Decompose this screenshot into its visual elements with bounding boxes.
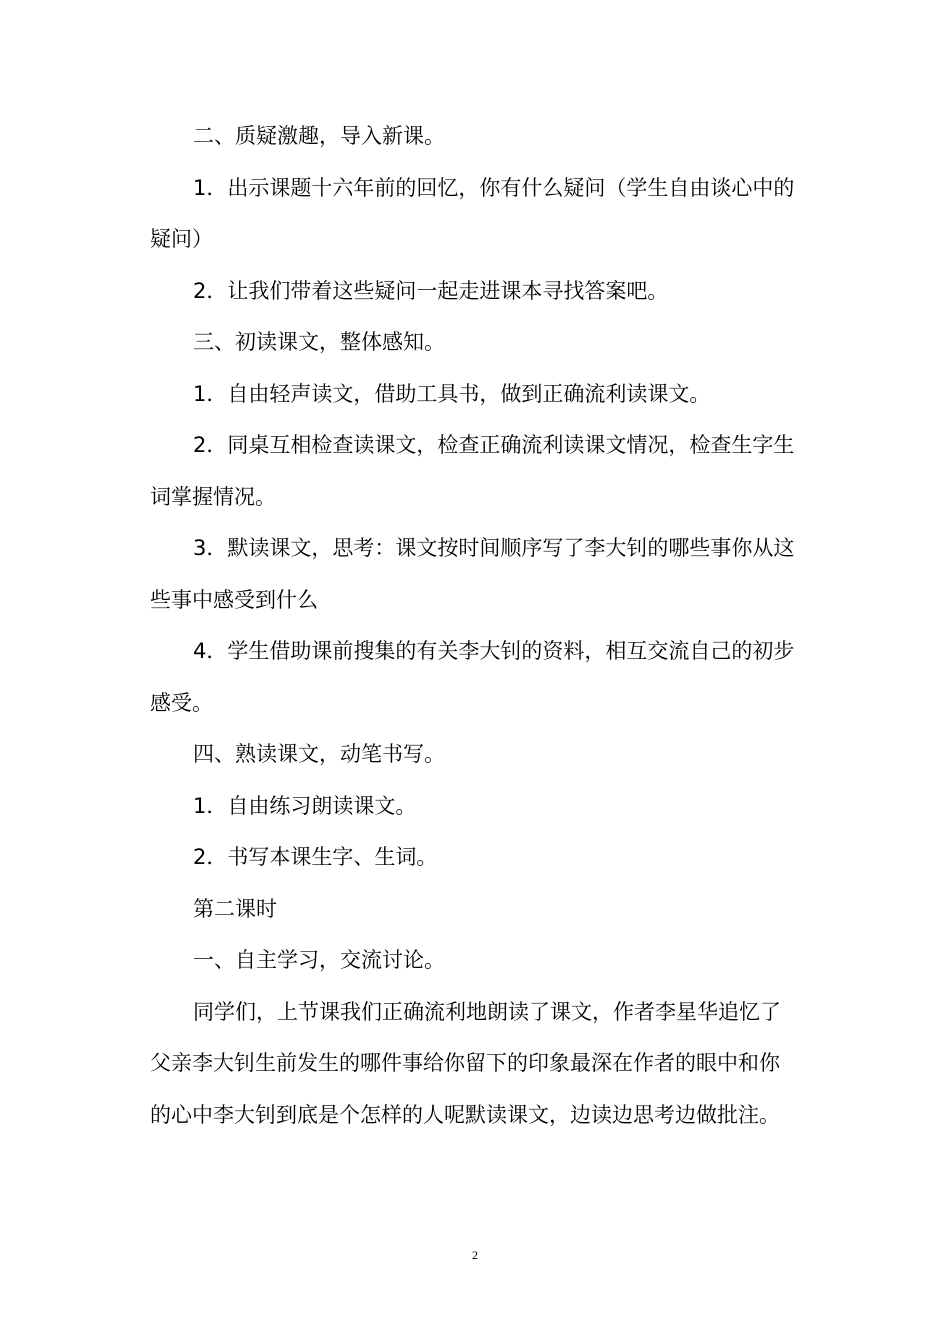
section-heading-2: 二、质疑激趣，导入新课。 <box>193 124 445 148</box>
paragraph-step-1: 1．自由轻声读文，借助工具书，做到正确流利读课文。 <box>193 381 711 406</box>
section-heading-1: 一、自主学习，交流讨论。 <box>193 948 445 972</box>
paragraph-step-1: 1．自由练习朗读课文。 <box>193 793 417 818</box>
document-body <box>150 111 800 1141</box>
paragraph-step-2: 2．让我们带着这些疑问一起走进课本寻找答案吧。 <box>193 278 669 303</box>
page-number: 2 <box>472 1248 478 1262</box>
paragraph-step-4: 4．学生借助课前搜集的有关李大钊的资料，相互交流自己的初步感受。 <box>150 639 795 715</box>
body-paragraph: 同学们，上节课我们正确流利地朗读了课文，作者李星华追忆了父亲李大钊生前发生的哪件事给你留下的印象最深在作者的眼中和你的心中李大钊到底是个怎样的人呢默读课文，边读边思考边做批注。 <box>150 999 781 1127</box>
section-heading-3: 三、初读课文，整体感知。 <box>193 330 445 354</box>
paragraph-step-2: 2．书写本课生字、生词。 <box>193 845 438 869</box>
lesson-heading: 第二课时 <box>193 896 277 921</box>
section-heading-4: 四、熟读课文，动笔书写。 <box>193 742 445 766</box>
paragraph-step-2: 2．同桌互相检查读课文，检查正确流利读课文情况，检查生字生词掌握情况。 <box>150 433 795 509</box>
paragraph-step-1: 1．出示课题十六年前的回忆，你有什么疑问（学生自由谈心中的疑问） <box>150 175 795 251</box>
paragraph-step-3: 3．默读课文，思考：课文按时间顺序写了李大钊的哪些事你从这些事中感受到什么 <box>150 536 795 612</box>
